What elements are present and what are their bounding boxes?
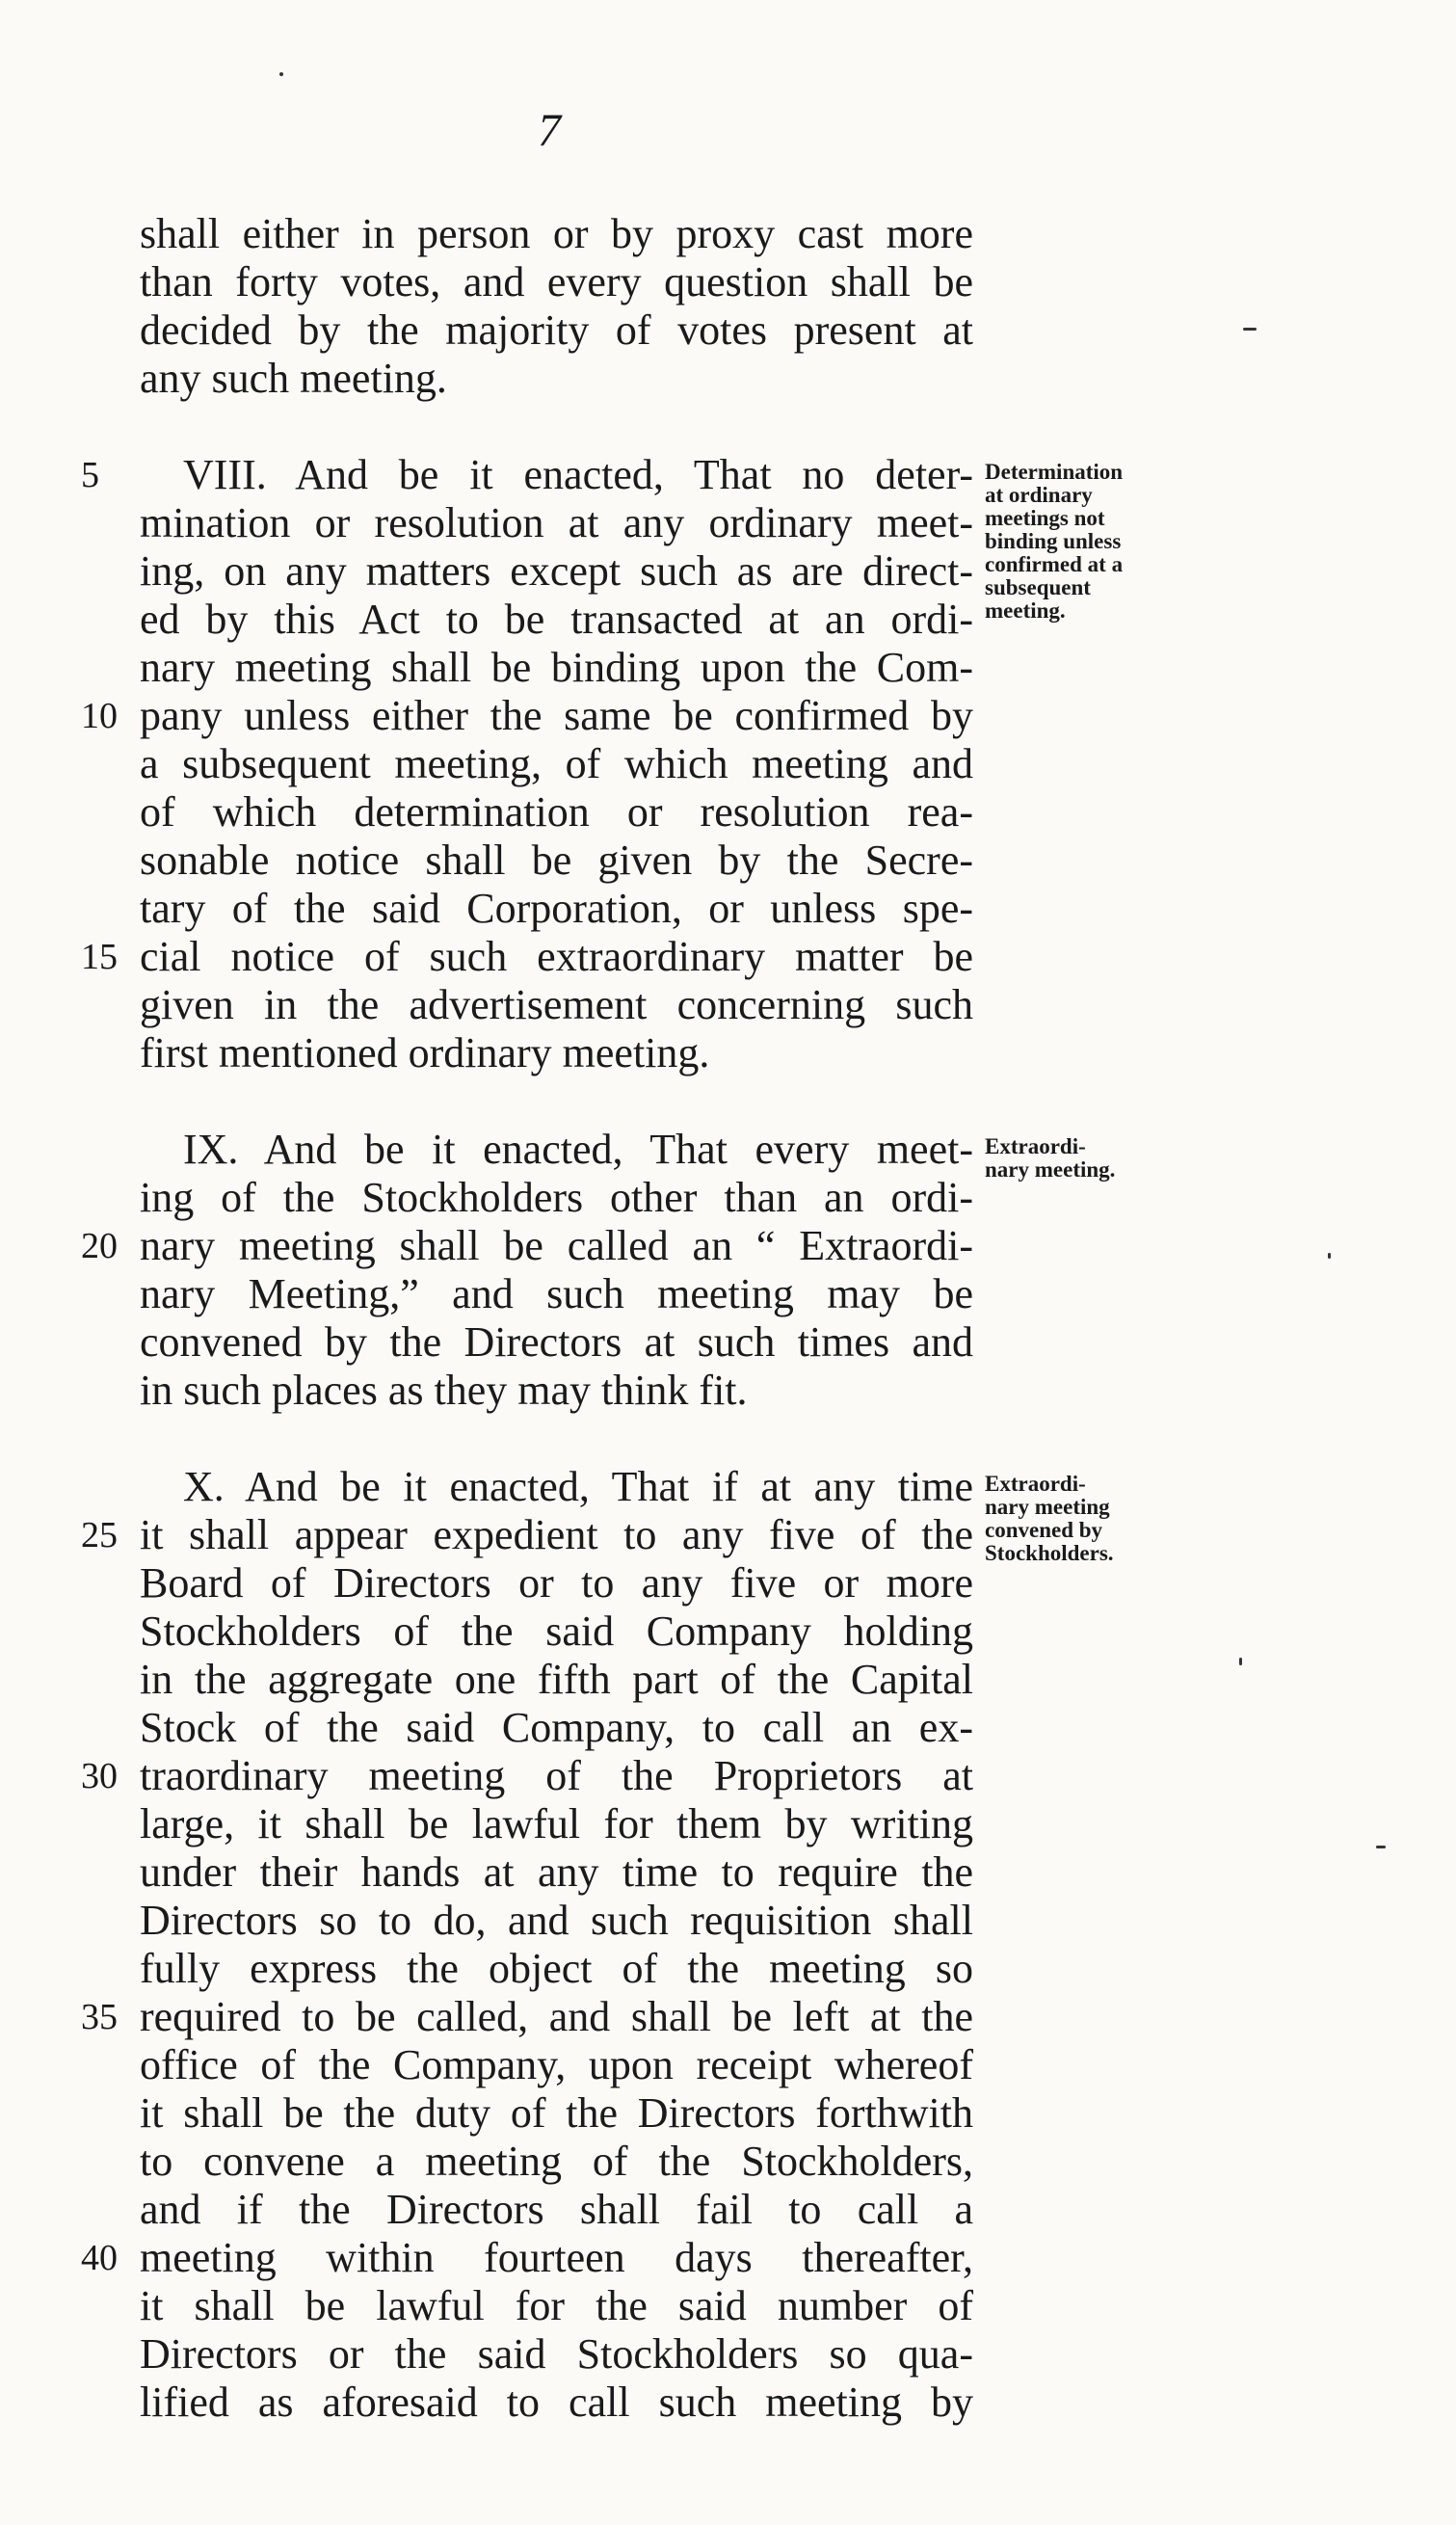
- text-line: nary Meeting,” and such meeting may be: [140, 1270, 973, 1317]
- text-line: to convene a meeting of the Stockholders,: [140, 2138, 973, 2185]
- text-line: Board of Directors or to any five or more: [140, 1559, 973, 1607]
- text-line: ed by this Act to be transacted at an ordi-: [140, 596, 973, 643]
- text-line: decided by the majority of votes present at: [140, 306, 973, 354]
- page-number: 7: [538, 105, 561, 156]
- line-number: 40: [81, 2238, 118, 2278]
- line-number: 15: [81, 937, 118, 977]
- line-number: 10: [81, 696, 118, 736]
- text-line: large, it shall be lawful for them by writing: [140, 1800, 973, 1847]
- text-line: meeting within fourteen days thereafter,: [140, 2234, 973, 2281]
- text-line: and if the Directors shall fail to call a: [140, 2186, 973, 2233]
- line-number: 25: [81, 1515, 118, 1555]
- text-line: first mentioned ordinary meeting.: [140, 1029, 710, 1076]
- text-line: fully express the object of the meeting so: [140, 1945, 973, 1992]
- text-line: it shall be lawful for the said number of: [140, 2282, 973, 2329]
- text-line: convened by the Directors at such times and: [140, 1318, 973, 1366]
- text-line: than forty votes, and every question shall be: [140, 258, 973, 306]
- print-speck: [1376, 1846, 1386, 1848]
- text-line: Directors or the said Stockholders so qua-: [140, 2330, 973, 2378]
- text-line: required to be called, and shall be left at the: [140, 1993, 973, 2040]
- margin-note: Determination at ordinary meetings not binding unless confirmed at a subsequent meeting.: [985, 460, 1124, 623]
- text-line: IX. And be it enacted, That every meet-: [183, 1126, 973, 1173]
- line-number: 30: [81, 1756, 118, 1796]
- text-line: any such meeting.: [140, 355, 447, 402]
- text-line: in such places as they may think fit.: [140, 1367, 748, 1414]
- text-line: ing of the Stockholders other than an ordi-: [140, 1174, 973, 1221]
- text-line: under their hands at any time to require the: [140, 1848, 973, 1896]
- text-line: a subsequent meeting, of which meeting and: [140, 740, 973, 787]
- text-line: in the aggregate one fifth part of the Capital: [140, 1656, 973, 1703]
- text-line: it shall be the duty of the Directors forthwith: [140, 2089, 973, 2137]
- text-line: VIII. And be it enacted, That no deter-: [183, 451, 973, 498]
- text-line: X. And be it enacted, That if at any time: [183, 1463, 973, 1510]
- text-line: Directors so to do, and such requisition shall: [140, 1897, 973, 1944]
- text-line: traordinary meeting of the Proprietors at: [140, 1752, 973, 1799]
- text-line: mination or resolution at any ordinary meet-: [140, 499, 973, 546]
- print-speck: [1328, 1253, 1331, 1259]
- text-line: Stockholders of the said Company holding: [140, 1608, 973, 1655]
- print-speck: [279, 72, 283, 76]
- text-line: shall either in person or by proxy cast more: [140, 210, 973, 257]
- text-line: it shall appear expedient to any five of the: [140, 1511, 973, 1558]
- print-speck: [1239, 1658, 1242, 1665]
- text-line: nary meeting shall be binding upon the Com-: [140, 644, 973, 691]
- margin-note: Extraordi- nary meeting.: [985, 1134, 1116, 1182]
- text-line: sonable notice shall be given by the Secre-: [140, 837, 973, 884]
- text-line: nary meeting shall be called an “ Extraordi-: [140, 1222, 973, 1269]
- text-line: lified as aforesaid to call such meeting by: [140, 2379, 973, 2426]
- text-line: cial notice of such extraordinary matter be: [140, 933, 973, 980]
- line-number: 5: [81, 455, 99, 495]
- text-line: office of the Company, upon receipt whereof: [140, 2041, 973, 2088]
- line-number: 20: [81, 1226, 118, 1266]
- margin-note: Extraordi- nary meeting convened by Stockholders.: [985, 1472, 1114, 1565]
- line-number: 35: [81, 1997, 118, 2037]
- text-line: of which determination or resolution rea-: [140, 788, 973, 836]
- print-speck: [1243, 328, 1257, 331]
- text-line: tary of the said Corporation, or unless spe-: [140, 885, 973, 932]
- text-line: given in the advertisement concerning such: [140, 981, 973, 1028]
- text-line: pany unless either the same be confirmed by: [140, 692, 973, 739]
- text-line: Stock of the said Company, to call an ex-: [140, 1704, 973, 1751]
- text-line: ing, on any matters except such as are direct-: [140, 547, 973, 595]
